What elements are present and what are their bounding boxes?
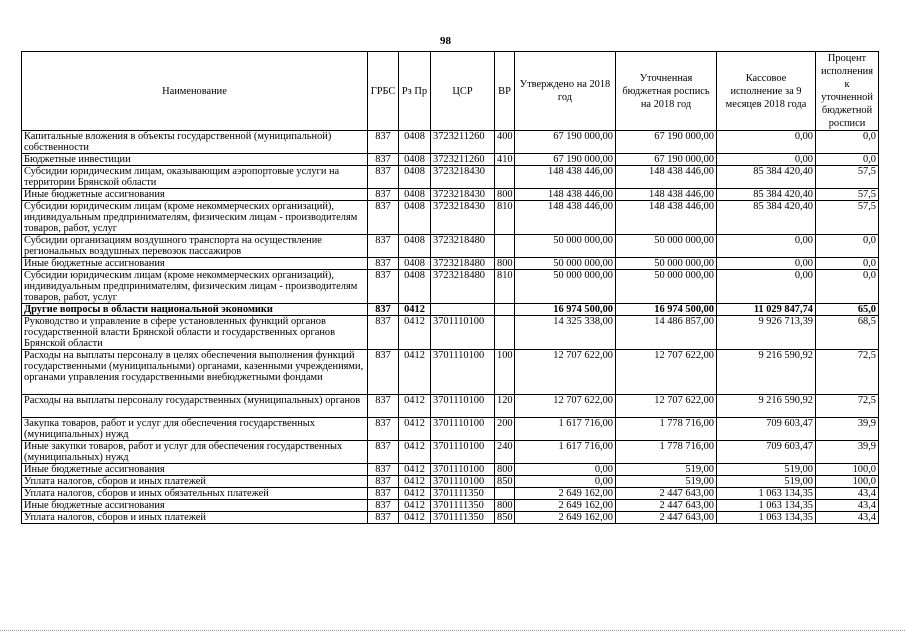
cell-rzpr: 0408 [399,235,431,258]
table-row [22,441,879,464]
cell-name: Бюджетные инвестиции [22,154,368,166]
cell-csr: 3723218430 [431,166,495,189]
cell-cash: 85 384 420,40 [717,201,816,235]
cell-percent: 0,0 [816,131,879,154]
cell-rzpr: 0412 [399,464,431,476]
cell-percent: 72,5 [816,395,879,418]
page-number: 98 [440,35,451,47]
cell-approved: 50 000 000,00 [515,270,616,304]
cell-grbs: 837 [368,500,399,512]
cell-rzpr: 0412 [399,316,431,350]
cell-percent: 43,4 [816,512,879,524]
cell-percent: 100,0 [816,476,879,488]
cell-csr: 3701110100 [431,464,495,476]
cell-percent: 39,9 [816,418,879,441]
cell-csr: 3701111350 [431,500,495,512]
cell-refined: 2 447 643,00 [616,500,717,512]
cell-name: Иные бюджетные ассигнования [22,189,368,201]
cell-rzpr: 0412 [399,500,431,512]
cell-percent: 68,5 [816,316,879,350]
cell-percent: 0,0 [816,258,879,270]
header-csr: ЦСР [431,52,495,131]
table-row [22,131,879,154]
table-row [22,464,879,476]
cell-grbs: 837 [368,316,399,350]
cell-approved: 50 000 000,00 [515,258,616,270]
header-approved: Утверждено на 2018 год [515,52,616,131]
cell-cash: 0,00 [717,270,816,304]
cell-approved: 148 438 446,00 [515,166,616,189]
cell-cash: 1 063 134,35 [717,500,816,512]
cell-percent: 72,5 [816,350,879,395]
cell-vr: 410 [495,154,515,166]
cell-vr: 850 [495,512,515,524]
cell-cash: 9 216 590,92 [717,395,816,418]
table-row [22,395,879,418]
cell-approved: 2 649 162,00 [515,500,616,512]
cell-cash: 519,00 [717,476,816,488]
cell-refined: 67 190 000,00 [616,131,717,154]
cell-refined: 2 447 643,00 [616,512,717,524]
cell-approved: 67 190 000,00 [515,131,616,154]
table-row [22,235,879,258]
cell-vr: 100 [495,350,515,395]
cell-rzpr: 0412 [399,512,431,524]
cell-vr: 800 [495,464,515,476]
cell-csr [431,304,495,316]
cell-percent: 57,5 [816,166,879,189]
cell-cash: 1 063 134,35 [717,512,816,524]
table-row [22,304,879,316]
cell-percent: 0,0 [816,235,879,258]
table-row [22,258,879,270]
cell-refined: 1 778 716,00 [616,441,717,464]
cell-name: Субсидии юридическим лицам (кроме некоммерческих организаций), индивидуальным предпринимателям, физическим лицам - производителям товаров, работ, услуг [22,270,368,304]
cell-cash: 9 926 713,39 [717,316,816,350]
cell-name: Субсидии организациям воздушного транспорта на осуществление региональных воздушных перевозок пассажиров [22,235,368,258]
cell-grbs: 837 [368,166,399,189]
cell-approved: 1 617 716,00 [515,418,616,441]
header-cash: Кассовое исполнение за 9 месяцев 2018 года [717,52,816,131]
cell-vr: 800 [495,258,515,270]
cell-name: Субсидии юридическим лицам (кроме некоммерческих организаций), индивидуальным предпринимателям, физическим лицам - производителям товаров, работ, услуг [22,201,368,235]
cell-grbs: 837 [368,418,399,441]
cell-cash: 0,00 [717,235,816,258]
cell-grbs: 837 [368,189,399,201]
cell-name: Руководство и управление в сфере установленных функций органов государственной власти Брянской области и государственных органов Брянской области [22,316,368,350]
cell-csr: 3701110100 [431,316,495,350]
cell-name: Уплата налогов, сборов и иных платежей [22,476,368,488]
cell-vr: 400 [495,131,515,154]
cell-grbs: 837 [368,512,399,524]
cell-rzpr: 0412 [399,441,431,464]
cell-vr [495,488,515,500]
cell-approved: 16 974 500,00 [515,304,616,316]
cell-cash: 85 384 420,40 [717,166,816,189]
cell-name: Капитальные вложения в объекты государственной (муниципальной) собственности [22,131,368,154]
cell-grbs: 837 [368,464,399,476]
cell-grbs: 837 [368,235,399,258]
cell-vr: 850 [495,476,515,488]
cell-csr: 3723218430 [431,201,495,235]
cell-csr: 3723218480 [431,258,495,270]
cell-csr: 3723211260 [431,154,495,166]
cell-grbs: 837 [368,304,399,316]
table-row [22,418,879,441]
cell-refined: 519,00 [616,476,717,488]
cell-refined: 12 707 622,00 [616,350,717,395]
table-row [22,270,879,304]
cell-vr: 240 [495,441,515,464]
cell-csr: 3723218480 [431,270,495,304]
table-row [22,166,879,189]
cell-vr [495,166,515,189]
cell-csr: 3701110100 [431,395,495,418]
cell-refined: 50 000 000,00 [616,270,717,304]
header-grbs: ГРБС [368,52,399,131]
cell-refined: 14 486 857,00 [616,316,717,350]
cell-name: Расходы на выплаты персоналу в целях обеспечения выполнения функций государственными (муниципальными) органами, казенными учреждениями, органами управления государственными внебюджетными фондами [22,350,368,395]
cell-csr: 3701110100 [431,476,495,488]
cell-approved: 2 649 162,00 [515,488,616,500]
cell-csr: 3701110100 [431,441,495,464]
cell-refined: 12 707 622,00 [616,395,717,418]
cell-name: Иные закупки товаров, работ и услуг для обеспечения государственных (муниципальных) нужд [22,441,368,464]
cell-csr: 3723218480 [431,235,495,258]
cell-rzpr: 0412 [399,488,431,500]
cell-refined: 67 190 000,00 [616,154,717,166]
header-percent: Процент исполнения к уточненной бюджетной росписи [816,52,879,131]
cell-grbs: 837 [368,488,399,500]
cell-vr: 810 [495,270,515,304]
cell-refined: 2 447 643,00 [616,488,717,500]
cell-name: Расходы на выплаты персоналу государственных (муниципальных) органов [22,395,368,418]
cell-vr: 800 [495,500,515,512]
cell-rzpr: 0412 [399,395,431,418]
table-row [22,488,879,500]
cell-refined: 1 778 716,00 [616,418,717,441]
header-vr: ВР [495,52,515,131]
cell-vr [495,316,515,350]
cell-csr: 3701110100 [431,350,495,395]
table-header-row [22,52,879,131]
cell-refined: 148 438 446,00 [616,201,717,235]
cell-grbs: 837 [368,270,399,304]
cell-cash: 709 603,47 [717,441,816,464]
page-edge-line [0,630,905,632]
cell-grbs: 837 [368,131,399,154]
cell-name: Иные бюджетные ассигнования [22,258,368,270]
cell-csr: 3701111350 [431,512,495,524]
cell-vr [495,235,515,258]
cell-cash: 85 384 420,40 [717,189,816,201]
header-rzpr: Рз Пр [399,52,431,131]
cell-rzpr: 0408 [399,270,431,304]
cell-percent: 43,4 [816,500,879,512]
cell-csr: 3701110100 [431,418,495,441]
cell-vr: 120 [495,395,515,418]
cell-refined: 519,00 [616,464,717,476]
cell-refined: 16 974 500,00 [616,304,717,316]
cell-cash: 519,00 [717,464,816,476]
cell-grbs: 837 [368,201,399,235]
cell-grbs: 837 [368,154,399,166]
cell-name: Закупка товаров, работ и услуг для обеспечения государственных (муниципальных) нужд [22,418,368,441]
cell-grbs: 837 [368,476,399,488]
cell-cash: 709 603,47 [717,418,816,441]
cell-rzpr: 0408 [399,258,431,270]
cell-approved: 12 707 622,00 [515,395,616,418]
cell-approved: 0,00 [515,476,616,488]
cell-approved: 148 438 446,00 [515,201,616,235]
table-row [22,201,879,235]
cell-percent: 43,4 [816,488,879,500]
cell-vr: 800 [495,189,515,201]
cell-vr [495,304,515,316]
cell-refined: 148 438 446,00 [616,166,717,189]
cell-csr: 3723211260 [431,131,495,154]
cell-rzpr: 0408 [399,154,431,166]
cell-refined: 50 000 000,00 [616,235,717,258]
cell-refined: 148 438 446,00 [616,189,717,201]
cell-refined: 50 000 000,00 [616,258,717,270]
cell-percent: 39,9 [816,441,879,464]
cell-name: Иные бюджетные ассигнования [22,464,368,476]
budget-table [21,51,879,524]
cell-rzpr: 0408 [399,201,431,235]
cell-percent: 65,0 [816,304,879,316]
cell-percent: 57,5 [816,189,879,201]
cell-approved: 67 190 000,00 [515,154,616,166]
cell-cash: 0,00 [717,131,816,154]
cell-name: Уплата налогов, сборов и иных платежей [22,512,368,524]
table-row [22,350,879,395]
table-row [22,512,879,524]
cell-rzpr: 0412 [399,418,431,441]
cell-rzpr: 0412 [399,304,431,316]
cell-cash: 9 216 590,92 [717,350,816,395]
cell-rzpr: 0408 [399,166,431,189]
cell-name: Другие вопросы в области национальной экономики [22,304,368,316]
cell-name: Иные бюджетные ассигнования [22,500,368,512]
cell-approved: 0,00 [515,464,616,476]
cell-cash: 1 063 134,35 [717,488,816,500]
cell-approved: 14 325 338,00 [515,316,616,350]
cell-grbs: 837 [368,258,399,270]
header-refined: Уточненная бюджетная роспись на 2018 год [616,52,717,131]
cell-csr: 3723218430 [431,189,495,201]
table-row [22,189,879,201]
header-name: Наименование [22,52,368,131]
cell-cash: 0,00 [717,258,816,270]
cell-rzpr: 0412 [399,476,431,488]
cell-vr: 200 [495,418,515,441]
cell-cash: 0,00 [717,154,816,166]
cell-vr: 810 [495,201,515,235]
table-row [22,476,879,488]
cell-csr: 3701111350 [431,488,495,500]
cell-approved: 12 707 622,00 [515,350,616,395]
cell-name: Уплата налогов, сборов и иных обязательных платежей [22,488,368,500]
cell-percent: 100,0 [816,464,879,476]
cell-grbs: 837 [368,395,399,418]
cell-rzpr: 0408 [399,189,431,201]
cell-percent: 57,5 [816,201,879,235]
cell-name: Субсидии юридическим лицам, оказывающим аэропортовые услуги на территории Брянской области [22,166,368,189]
cell-rzpr: 0408 [399,131,431,154]
cell-approved: 148 438 446,00 [515,189,616,201]
table-row [22,154,879,166]
cell-cash: 11 029 847,74 [717,304,816,316]
cell-grbs: 837 [368,350,399,395]
cell-approved: 50 000 000,00 [515,235,616,258]
cell-rzpr: 0412 [399,350,431,395]
cell-percent: 0,0 [816,154,879,166]
cell-approved: 1 617 716,00 [515,441,616,464]
cell-percent: 0,0 [816,270,879,304]
table-row [22,316,879,350]
cell-approved: 2 649 162,00 [515,512,616,524]
table-row [22,500,879,512]
cell-grbs: 837 [368,441,399,464]
